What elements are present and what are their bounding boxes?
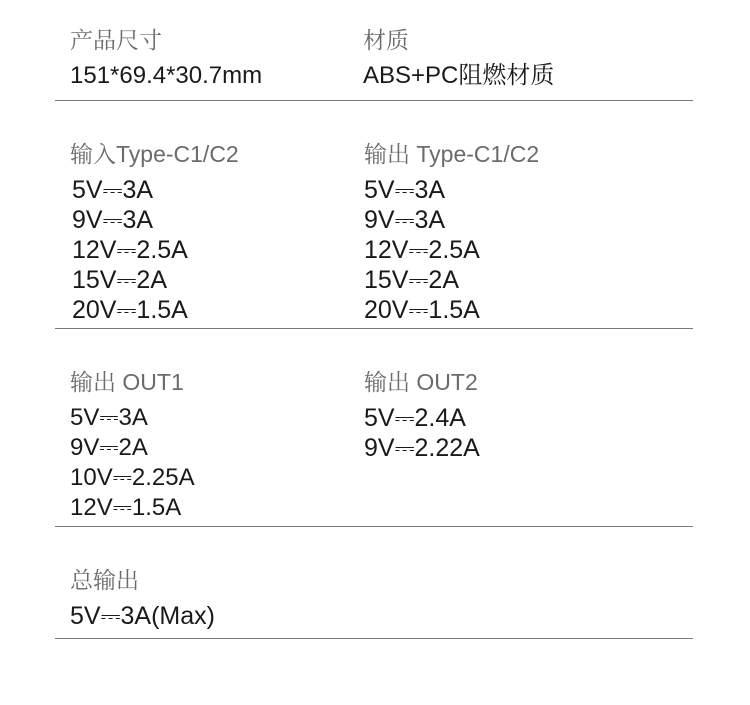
input-typec-value: 20V⎓1.5A — [72, 296, 188, 324]
output-typec-label: 输出 Type-C1/C2 — [364, 141, 540, 167]
material-label: 材质 — [363, 27, 409, 53]
divider-2 — [55, 328, 693, 329]
size-label: 产品尺寸 — [70, 27, 162, 53]
input-typec-values — [72, 175, 188, 325]
material-value: ABS+PC阻燃材质 — [363, 62, 555, 89]
total-output-value: 5V⎓3A(Max) — [70, 602, 215, 630]
total-output-label: 总输出 — [70, 567, 139, 593]
output-out2-label: 输出 OUT2 — [364, 369, 478, 395]
output-typec-value: 15V⎓2A — [364, 266, 460, 294]
output-out1-value: 12V⎓1.5A — [70, 494, 182, 521]
input-typec-label: 输入Type-C1/C2 — [70, 141, 239, 167]
input-typec-value: 9V⎓3A — [72, 206, 154, 234]
output-out2-value: 5V⎓2.4A — [364, 404, 466, 432]
output-out1-value: 5V⎓3A — [70, 404, 148, 431]
output-out2-values — [364, 403, 480, 463]
size-value: 151*69.4*30.7mm — [70, 62, 263, 89]
input-typec-value: 12V⎓2.5A — [72, 236, 188, 264]
output-typec-values — [364, 175, 480, 325]
input-typec-value: 15V⎓2A — [72, 266, 168, 294]
output-out1-value: 9V⎓2A — [70, 434, 148, 461]
output-out1-value: 10V⎓2.25A — [70, 464, 195, 491]
input-typec-value: 5V⎓3A — [72, 176, 154, 204]
output-typec-value: 9V⎓3A — [364, 206, 446, 234]
output-out2-value: 9V⎓2.22A — [364, 434, 480, 462]
divider-4 — [55, 638, 693, 639]
output-out1-label: 输出 OUT1 — [70, 369, 184, 395]
output-typec-value: 5V⎓3A — [364, 176, 446, 204]
divider-1 — [55, 100, 693, 101]
output-typec-value: 20V⎓1.5A — [364, 296, 480, 324]
output-out1-values — [70, 403, 195, 523]
divider-3 — [55, 526, 693, 527]
output-typec-value: 12V⎓2.5A — [364, 236, 480, 264]
